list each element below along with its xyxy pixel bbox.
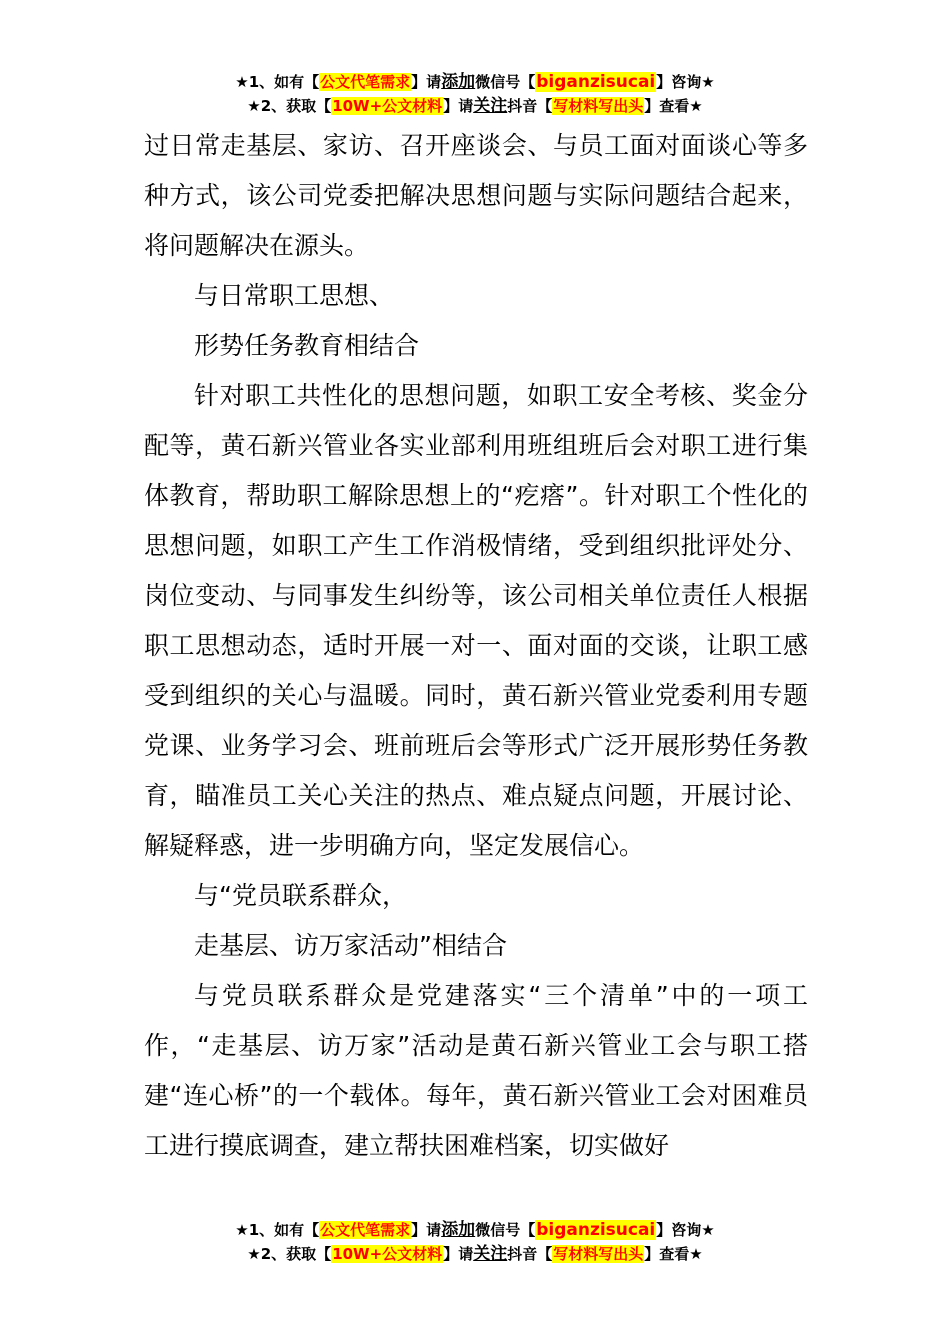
paragraph-3: 与党员联系群众是党建落实“三个清单”中的一项工作，“走基层、访万家”活动是黄石新兴管业工会与职工搭建“连心桥”的一个载体。每年，黄石新兴管业工会对困难员工进行摸底调查，建立帮扶困难档案，切实做好 <box>144 981 808 1160</box>
paragraph-1: 过日常走基层、家访、召开座谈会、与员工面对面谈心等多种方式，该公司党委把解决思想问题与实际问题结合起来，将问题解决在源头。 <box>144 131 808 260</box>
banner-underline: 关注 <box>473 96 508 116</box>
banner-line-1 <box>0 1218 950 1242</box>
header-banner <box>0 70 950 118</box>
banner-line-2 <box>0 1242 950 1266</box>
banner-douyin-id: 写材料写出头 <box>553 1245 644 1263</box>
section-heading-2b: 走基层、访万家活动”相结合 <box>194 931 507 960</box>
banner-wechat-id: biganzisucai <box>536 1220 656 1240</box>
banner-text: 抖音【 <box>507 97 553 115</box>
banner-wechat-id: biganzisucai <box>536 72 656 92</box>
banner-text: ★2、获取【 <box>247 1245 332 1263</box>
paragraph-2: 针对职工共性化的思想问题，如职工安全考核、奖金分配等，黄石新兴管业各实业部利用班组班后会对职工进行集体教育，帮助职工解除思想上的“疙瘩”。针对职工个性化的思想问题，如职工产生工作消极情绪，受到组织批评处分、岗位变动、与同事发生纠纷等，该公司相关单位责任人根据职工思想动态，适时开展一对一、面对面的交谈，让职工感受到组织的关心与温暖。同时，黄石新兴管业党委利用专题党课、业务学习会、班前班后会等形式广泛开展形势任务教育，瞄准员工关心关注的热点、难点疑点问题，开展讨论、解疑释惑，进一步明确方向，坚定发展信心。 <box>144 381 808 860</box>
banner-text: 】咨询★ <box>656 1221 715 1239</box>
banner-highlight: 10W+公文材料 <box>332 1245 443 1263</box>
banner-underline: 关注 <box>473 1244 508 1264</box>
banner-underline: 添加 <box>441 1220 476 1240</box>
banner-text: 】查看★ <box>644 1245 703 1263</box>
banner-text: 】请 <box>443 1245 474 1263</box>
section-heading-1a: 与日常职工思想、 <box>194 281 395 310</box>
banner-text: 】请 <box>411 1221 442 1239</box>
banner-text: ★2、获取【 <box>247 97 332 115</box>
banner-highlight: 公文代笔需求 <box>320 1221 411 1239</box>
banner-text: 】请 <box>443 97 474 115</box>
section-heading-2a: 与“党员联系群众， <box>194 881 407 910</box>
banner-highlight: 公文代笔需求 <box>320 73 411 91</box>
banner-line-1 <box>0 70 950 94</box>
banner-text: 微信号【 <box>475 1221 536 1239</box>
document-body <box>144 121 808 1171</box>
section-heading-1b: 形势任务教育相结合 <box>194 331 420 360</box>
banner-text: 抖音【 <box>507 1245 553 1263</box>
banner-line-2 <box>0 94 950 118</box>
banner-highlight: 10W+公文材料 <box>332 97 443 115</box>
footer-banner <box>0 1218 950 1266</box>
banner-text: 微信号【 <box>475 73 536 91</box>
banner-text: ★1、如有【 <box>235 1221 320 1239</box>
banner-text: 】咨询★ <box>656 73 715 91</box>
banner-text: 】请 <box>411 73 442 91</box>
banner-douyin-id: 写材料写出头 <box>553 97 644 115</box>
banner-text: 】查看★ <box>644 97 703 115</box>
banner-underline: 添加 <box>441 72 476 92</box>
banner-text: ★1、如有【 <box>235 73 320 91</box>
